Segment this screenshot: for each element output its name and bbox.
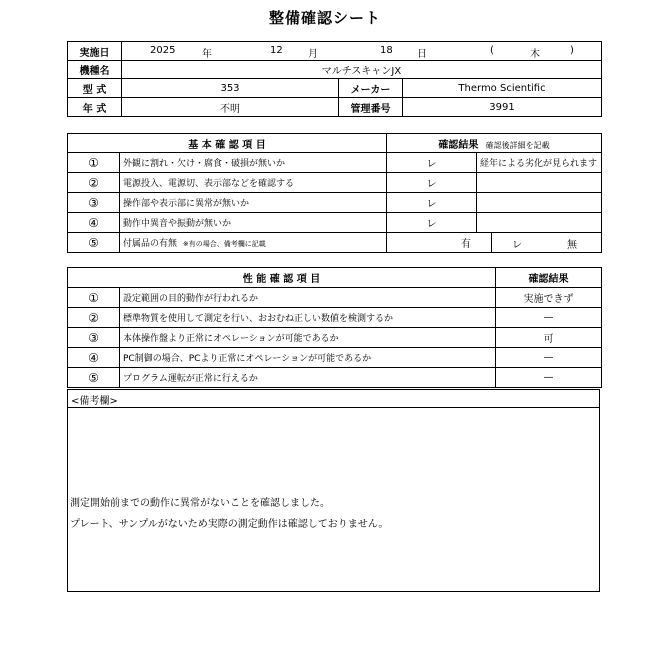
- performance-item-result: —: [496, 368, 602, 388]
- basic-item-number: ②: [68, 173, 120, 193]
- accessory-yes-label: 有: [461, 239, 472, 250]
- model-year-label: 年 式: [68, 98, 122, 117]
- accessory-text: 付属品の有無: [123, 239, 178, 249]
- basic-item-number: ④: [68, 213, 120, 233]
- performance-item-text: 設定範囲の目的動作が行われるか: [120, 288, 496, 308]
- performance-item-number: ④: [68, 348, 120, 368]
- month-unit: 月: [308, 49, 318, 60]
- basic-item-text: 電源投入、電源切、表示部などを確認する: [120, 173, 387, 193]
- performance-item-number: ③: [68, 328, 120, 348]
- performance-check-header: 性 能 確 認 項 目: [68, 268, 496, 288]
- basic-item-detail: [477, 213, 602, 233]
- info-table: [67, 41, 602, 117]
- basic-item-number: ①: [68, 153, 120, 173]
- type-label: 型 式: [68, 79, 122, 98]
- performance-item-result: —: [496, 348, 602, 368]
- basic-item-number: ⑤: [68, 233, 120, 253]
- basic-item-number: ③: [68, 193, 120, 213]
- basic-item-text: 動作中異音や振動が無いか: [120, 213, 387, 233]
- performance-item-text: 標準物質を使用して測定を行い、おおむね正しい数値を検測するか: [120, 308, 496, 328]
- performance-check-table: [67, 267, 602, 388]
- page-title: 整備確認シート: [268, 9, 381, 27]
- basic-item-check: レ: [387, 173, 477, 193]
- date-label: 実施日: [68, 42, 122, 61]
- performance-item-result: 可: [496, 328, 602, 348]
- month-value: 12: [270, 45, 283, 56]
- maker-value: Thermo Scientific: [403, 79, 602, 98]
- management-number-label: 管理番号: [339, 98, 403, 117]
- accessory-item: [120, 233, 387, 253]
- year-unit: 年: [202, 49, 212, 60]
- remarks-line-2: プレート、サンプルがないため実際の測定動作は確認しておりません。: [70, 519, 389, 530]
- basic-item-detail: 経年による劣化が見られます: [477, 153, 602, 173]
- date-row: [122, 42, 602, 61]
- basic-item-text: 外観に割れ・欠け・腐食・破損が無いか: [120, 153, 387, 173]
- model-name-label: 機種名: [68, 61, 122, 79]
- remarks-line-1: 測定開始前までの動作に異常がないことを確認しました。: [70, 498, 330, 509]
- performance-item-number: ②: [68, 308, 120, 328]
- accessory-check: レ: [512, 240, 523, 251]
- basic-item-detail: [477, 193, 602, 213]
- basic-item-detail: [477, 173, 602, 193]
- weekday-open: (: [490, 45, 494, 56]
- accessory-note: ※有の場合、備考欄に記載: [182, 240, 266, 248]
- performance-item-result: —: [496, 308, 602, 328]
- model-name-value: マルチスキャンJX: [122, 61, 602, 79]
- weekday-value: 木: [530, 49, 540, 60]
- basic-check-header: 基 本 確 認 項 目: [68, 134, 387, 153]
- performance-item-text: プログラム運転が正常に行えるか: [120, 368, 496, 388]
- remarks-label: <備考欄>: [67, 389, 600, 408]
- basic-result-title: 確認結果: [438, 139, 479, 151]
- management-number-value: 3991: [403, 98, 602, 117]
- performance-item-text: 本体操作盤より正常にオペレーションが可能であるか: [120, 328, 496, 348]
- performance-item-number: ⑤: [68, 368, 120, 388]
- accessory-no-label: 無: [567, 240, 578, 251]
- year-value: 2025: [150, 45, 176, 56]
- basic-item-check: レ: [387, 153, 477, 173]
- basic-result-header: [387, 134, 602, 153]
- performance-item-text: PC制御の場合、PCより正常にオペレーションが可能であるか: [120, 348, 496, 368]
- accessory-yes: [387, 233, 492, 253]
- performance-item-result: 実施できず: [496, 288, 602, 308]
- performance-result-header: 確認結果: [496, 268, 602, 288]
- accessory-check-cell: [492, 233, 602, 253]
- day-unit: 日: [417, 49, 427, 60]
- basic-item-check: レ: [387, 213, 477, 233]
- performance-item-number: ①: [68, 288, 120, 308]
- model-year-value: 不明: [122, 98, 339, 117]
- basic-check-table: [67, 133, 602, 253]
- basic-item-text: 操作部や表示部に異常が無いか: [120, 193, 387, 213]
- day-value: 18: [380, 45, 393, 56]
- type-value: 353: [122, 79, 339, 98]
- maker-label: メーカー: [339, 79, 403, 98]
- basic-item-check: レ: [387, 193, 477, 213]
- weekday-close: ): [570, 45, 574, 56]
- basic-result-note: 確認後詳細を記載: [485, 140, 550, 150]
